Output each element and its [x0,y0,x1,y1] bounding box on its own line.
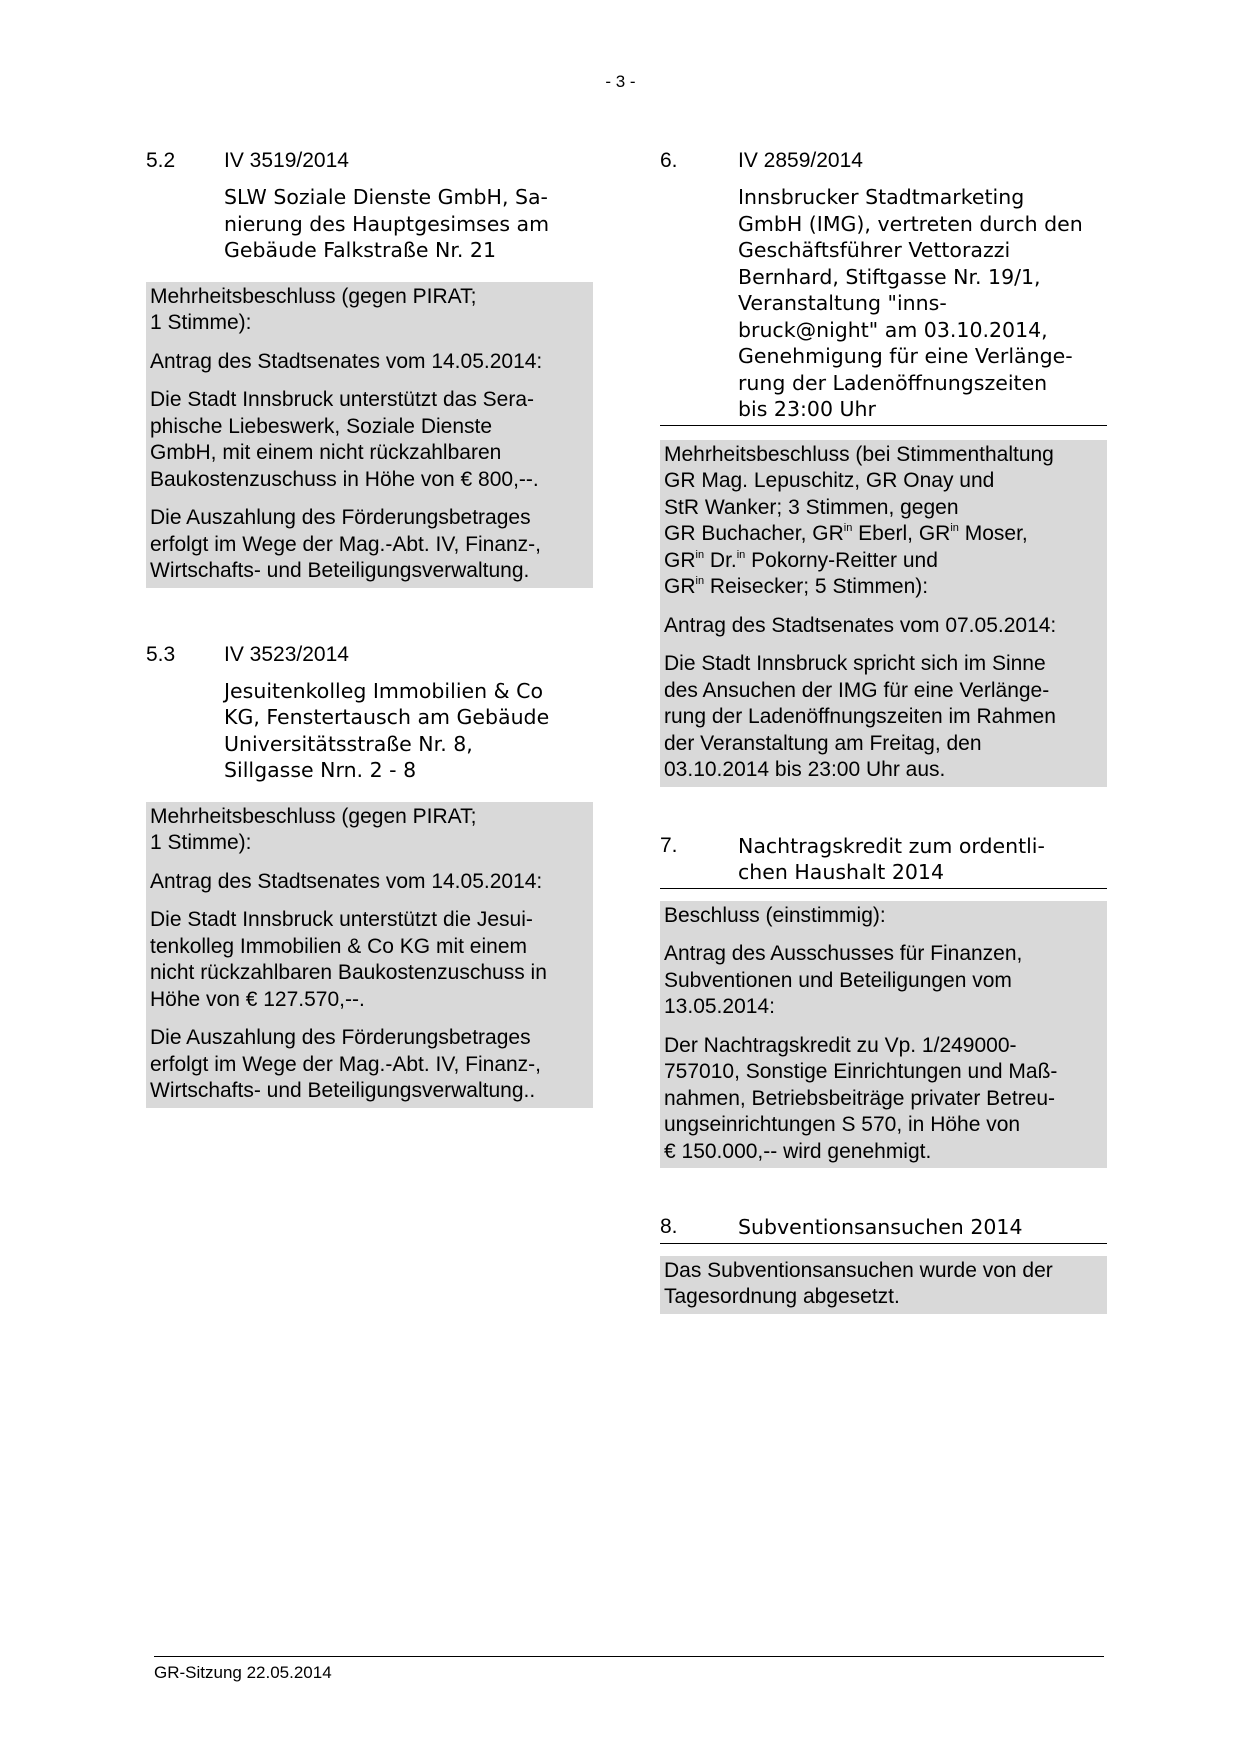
item-title [738,833,1107,886]
text-line: Die Stadt Innsbruck spricht sich im Sinne [664,652,1046,675]
page-number: - 3 - [605,72,636,91]
item-header [660,833,1107,886]
text-line: Baukostenzuschuss in Höhe von € 800,--. [150,467,539,491]
motion-source [150,869,589,896]
text-line: Die Auszahlung des Förderungsbetrages [150,506,531,529]
item-header-block [660,148,1107,426]
item-number: 8. [660,1215,678,1238]
desc-line: Gebäude Falkstraße Nr. 21 [224,238,496,262]
decision-text [664,1033,1103,1166]
item-header [660,1214,1107,1241]
decision-text [664,651,1103,784]
item-description [224,184,593,268]
item-header [146,642,593,668]
text-line: Antrag des Ausschusses für Finanzen, [664,942,1023,965]
footer-session-label: GR-Sitzung 22.05.2014 [154,1663,332,1682]
text-line: GmbH, mit einem nicht rückzahlbaren [150,441,502,464]
footer-divider [154,1656,1104,1657]
decision-block [146,802,593,1108]
text-line [664,548,1103,575]
agenda-item-6 [660,148,1107,787]
decision-block [660,1256,1107,1314]
text-line: Der Nachtragskredit zu Vp. 1/249000- [664,1033,1017,1057]
text-line: Wirtschafts- und Beteiligungsverwaltung. [150,559,530,582]
title-line: Nachtragskredit zum ordentli- [738,833,1045,858]
item-reference: IV 3523/2014 [224,642,349,666]
text-line: nicht rückzahlbaren Baukostenzuschuss in [150,961,547,984]
text-line: rung der Ladenöffnungszeiten im Rahmen [664,705,1056,728]
item-header-block [660,833,1107,889]
payment-text [150,1025,589,1105]
text-line: 757010, Sonstige Einrichtungen und Maß- [664,1060,1058,1083]
text-line: € 150.000,-- wird genehmigt. [664,1139,932,1163]
desc-line: Geschäftsführer Vettorazzi [738,238,1011,262]
decision-block [660,440,1107,787]
text-line [664,521,1103,548]
desc-line: GmbH (IMG), vertreten durch den [738,211,1083,236]
text-line: erfolgt im Wege der Mag.-Abt. IV, Finanz-, [150,1052,542,1076]
payment-text [150,505,589,585]
agenda-item-5-3 [146,642,593,1108]
text-line: Mehrheitsbeschluss (bei Stimmenthaltung [664,442,1054,466]
desc-line: nierung des Hauptgesimses am [224,211,550,236]
item-description [224,678,593,788]
text-line: der Veranstaltung am Freitag, den [664,731,982,755]
text-line: Antrag des Stadtsenates vom 07.05.2014: [664,613,1057,637]
agenda-item-5-2 [146,148,593,588]
text-line: tenkolleg Immobilien & Co KG mit einem [150,934,527,958]
text-fragment: GR Buchacher, GR [664,522,844,545]
motion-source [664,613,1103,640]
superscript: in [695,548,705,561]
desc-line: bis 23:00 Uhr [738,397,876,421]
item-number: 5.3 [146,642,176,666]
item-number: 6. [660,149,678,172]
text-fragment: Pokorny-Reitter und [745,548,938,572]
text-fragment: Eberl, GR [852,522,951,545]
agenda-item-8 [660,1214,1107,1314]
text-line: Die Stadt Innsbruck unterstützt das Sera- [150,388,535,411]
item-header-block [660,1214,1107,1244]
text-line: Tagesordnung abgesetzt. [664,1285,900,1308]
desc-line: Bernhard, Stiftgasse Nr. 19/1, [738,264,1041,289]
text-line: 13.05.2014: [664,995,775,1018]
decision-text [150,907,589,1013]
text-line: StR Wanker; 3 Stimmen, gegen [664,495,959,519]
text-line: Wirtschafts- und Beteiligungsverwaltung.. [150,1079,536,1102]
item-reference: IV 3519/2014 [224,149,349,172]
superscript: in [950,522,959,534]
agenda-item-7 [660,833,1107,1169]
superscript: in [695,575,705,587]
decision-type [664,442,1103,601]
text-fragment: GR [664,575,696,598]
desc-line: Innsbrucker Stadtmarketing [738,185,1025,209]
text-line [664,574,1103,601]
desc-line: Genehmigung für eine Verlänge- [738,344,1073,368]
text-line: phische Liebeswerk, Soziale Dienste [150,414,493,438]
text-line: des Ansuchen der IMG für eine Verlänge- [664,678,1050,702]
text-line: 1 Stimme): [150,311,252,334]
item-number: 5.2 [146,149,176,172]
text-line: Die Stadt Innsbruck unterstützt die Jesui- [150,908,533,931]
text-line: Höhe von € 127.570,--. [150,987,365,1011]
text-line: Beschluss (einstimmig): [664,903,886,927]
left-column [146,148,593,1108]
item-header [146,148,593,174]
item-reference: IV 2859/2014 [738,149,863,172]
desc-line: Veranstaltung "inns- [738,291,947,315]
text-fragment: Moser, [958,522,1028,545]
decision-type [664,903,1103,930]
superscript: in [843,522,853,534]
desc-line: KG, Fenstertausch am Gebäude [224,705,550,729]
text-line: Mehrheitsbeschluss (gegen PIRAT; [150,804,477,828]
desc-line: Universitätsstraße Nr. 8, [224,731,473,756]
desc-line: SLW Soziale Dienste GmbH, Sa- [224,185,548,209]
item-title: Subventionsansuchen 2014 [738,1215,1023,1239]
decision-text [664,1258,1103,1311]
text-line: Mehrheitsbeschluss (gegen PIRAT; [150,284,477,308]
title-line: chen Haushalt 2014 [738,860,945,884]
text-line: GR Mag. Lepuschitz, GR Onay und [664,469,995,492]
text-fragment: Reisecker; 5 Stimmen): [704,575,929,598]
motion-source [150,349,589,376]
motion-source [664,941,1103,1021]
text-line: ungseinrichtungen S 570, in Höhe von [664,1113,1021,1136]
text-line: 03.10.2014 bis 23:00 Uhr aus. [664,758,946,781]
decision-text [150,387,589,493]
item-header [660,148,1107,174]
desc-line: Sillgasse Nrn. 2 - 8 [224,758,417,782]
item-description [738,184,1107,423]
desc-line: rung der Ladenöffnungszeiten [738,370,1048,395]
decision-block [146,282,593,588]
text-line: 1 Stimme): [150,831,252,854]
text-line: Das Subventionsansuchen wurde von der [664,1258,1053,1282]
right-column [660,148,1107,1314]
text-line: Antrag des Stadtsenates vom 14.05.2014: [150,869,543,893]
text-line: nahmen, Betriebsbeiträge privater Betreu- [664,1086,1056,1110]
text-line: Antrag des Stadtsenates vom 14.05.2014: [150,349,543,373]
superscript: in [736,548,746,561]
text-line: erfolgt im Wege der Mag.-Abt. IV, Finanz-, [150,532,542,556]
desc-line: Jesuitenkolleg Immobilien & Co [224,678,543,703]
decision-type [150,804,589,857]
item-number: 7. [660,833,678,857]
text-line: Die Auszahlung des Förderungsbetrages [150,1026,531,1049]
text-fragment: Dr. [704,548,737,572]
desc-line: bruck@night" am 03.10.2014, [738,317,1048,342]
decision-type [150,284,589,337]
decision-block [660,901,1107,1169]
text-fragment: GR [664,548,696,572]
text-line: Subventionen und Beteiligungen vom [664,968,1012,992]
